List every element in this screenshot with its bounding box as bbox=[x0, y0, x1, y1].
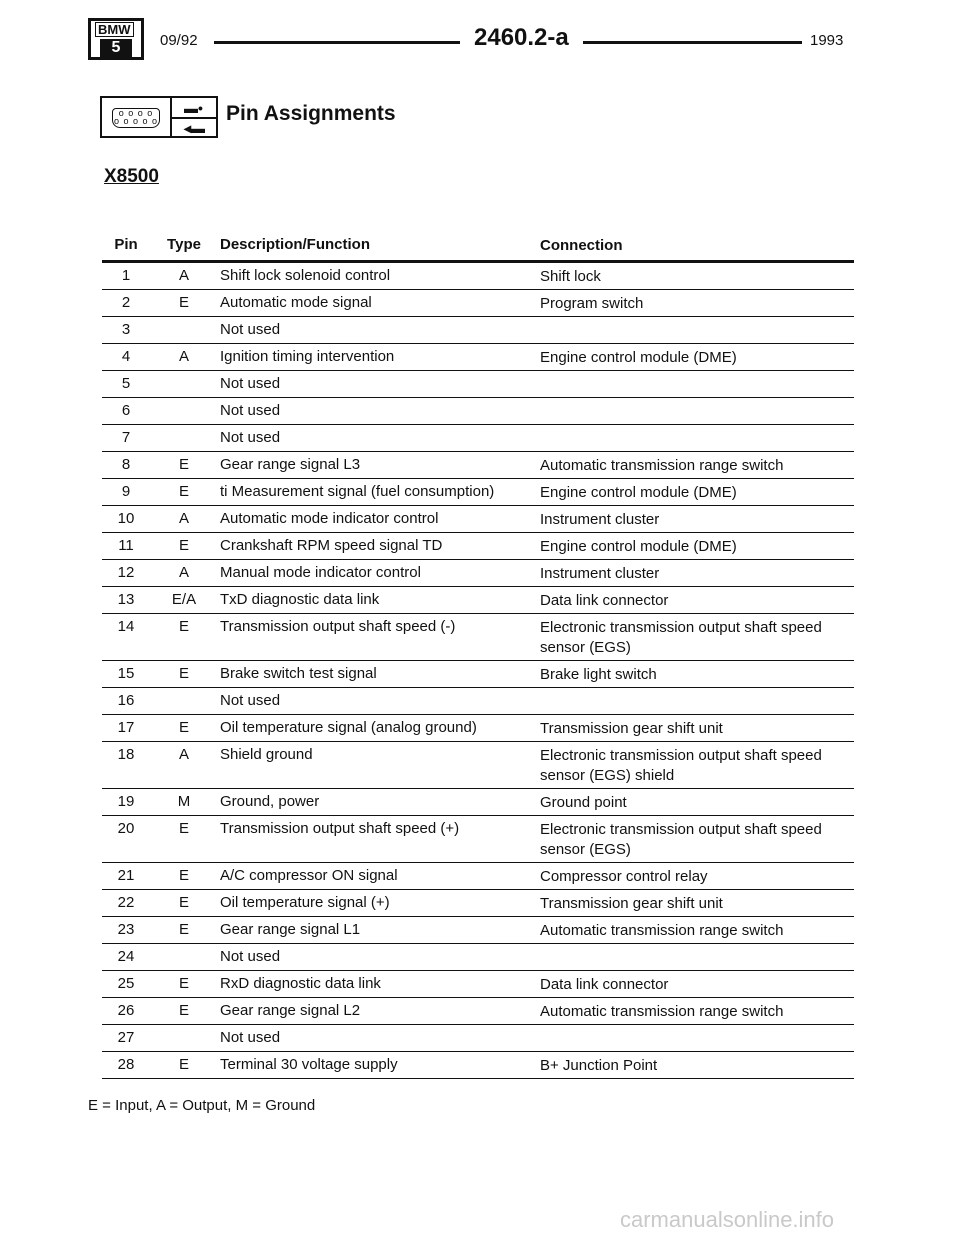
connector-plug-icon: o o o o o o o o o bbox=[100, 96, 172, 138]
table-row bbox=[102, 425, 854, 452]
type-cell: E bbox=[178, 894, 189, 911]
header-connection: Connection bbox=[540, 237, 623, 254]
pin-cell: 2 bbox=[121, 294, 131, 311]
description-cell: Ignition timing intervention bbox=[220, 348, 395, 365]
connection-cell: Ground point bbox=[540, 794, 627, 811]
table-row bbox=[102, 661, 854, 688]
table-row bbox=[102, 944, 854, 971]
type-legend: E = Input, A = Output, M = Ground bbox=[88, 1097, 316, 1114]
header-description: Description/Function bbox=[220, 236, 370, 253]
type-cell: E bbox=[178, 537, 189, 554]
type-cell: A bbox=[178, 564, 189, 581]
type-cell: E/A bbox=[171, 591, 197, 608]
type-cell: E bbox=[178, 921, 189, 938]
description-cell: Not used bbox=[220, 1029, 281, 1046]
table-row bbox=[102, 506, 854, 533]
page-header bbox=[88, 18, 848, 62]
description-cell: Not used bbox=[220, 948, 281, 965]
connection-cell: Engine control module (DME) bbox=[540, 484, 737, 501]
pin-cell: 10 bbox=[117, 510, 135, 527]
description-cell: Gear range signal L3 bbox=[220, 456, 361, 473]
table-row bbox=[102, 688, 854, 715]
header-rule-left bbox=[214, 41, 476, 44]
description-cell: Oil temperature signal (analog ground) bbox=[220, 719, 477, 736]
table-body bbox=[102, 263, 854, 1079]
connection-cell: Automatic transmission range switch bbox=[540, 922, 784, 939]
brand-label: BMW bbox=[95, 22, 134, 37]
pin-cell: 21 bbox=[117, 867, 135, 884]
table-row bbox=[102, 917, 854, 944]
description-cell: Transmission output shaft speed (+) bbox=[220, 820, 460, 837]
type-cell: A bbox=[178, 510, 189, 527]
description-cell: Not used bbox=[220, 402, 281, 419]
connection-cell: Automatic transmission range switch bbox=[540, 457, 784, 474]
pin-cell: 6 bbox=[121, 402, 131, 419]
description-cell: Not used bbox=[220, 692, 281, 709]
header-type: Type bbox=[167, 236, 201, 253]
pin-cell: 22 bbox=[117, 894, 135, 911]
table-row bbox=[102, 560, 854, 587]
input-output-icon: ▬• ◂▬ bbox=[172, 96, 218, 138]
type-cell: M bbox=[177, 793, 191, 810]
table-row bbox=[102, 742, 854, 789]
pin-cell: 4 bbox=[121, 348, 131, 365]
type-cell: E bbox=[178, 975, 189, 992]
connection-cell: B+ Junction Point bbox=[540, 1057, 658, 1074]
pin-cell: 13 bbox=[117, 591, 135, 608]
type-cell: A bbox=[178, 746, 189, 763]
table-row bbox=[102, 614, 854, 661]
table-header bbox=[102, 234, 854, 263]
description-cell: Not used bbox=[220, 429, 281, 446]
type-cell: A bbox=[178, 267, 189, 284]
header-year: 1993 bbox=[810, 32, 844, 49]
watermark: carmanualsonline.info bbox=[620, 1207, 835, 1232]
connection-cell: Compressor control relay bbox=[540, 868, 708, 885]
table-row bbox=[102, 1052, 854, 1079]
type-cell: E bbox=[178, 719, 189, 736]
connection-cell: Instrument cluster bbox=[540, 565, 660, 582]
pin-cell: 20 bbox=[117, 820, 135, 837]
type-cell: E bbox=[178, 665, 189, 682]
connection-cell: Program switch bbox=[540, 295, 644, 312]
description-cell: Transmission output shaft speed (-) bbox=[220, 618, 456, 635]
connection-cell: Electronic transmission output shaft speed sensor (EGS) bbox=[540, 821, 822, 858]
type-cell: E bbox=[178, 483, 189, 500]
pin-cell: 8 bbox=[121, 456, 131, 473]
pin-cell: 27 bbox=[117, 1029, 135, 1046]
model-label: 5 bbox=[100, 39, 132, 57]
table-row bbox=[102, 263, 854, 290]
pin-cell: 23 bbox=[117, 921, 135, 938]
description-cell: Ground, power bbox=[220, 793, 320, 810]
table-row bbox=[102, 371, 854, 398]
pin-cell: 17 bbox=[117, 719, 135, 736]
description-cell: Not used bbox=[220, 321, 281, 338]
header-date: 09/92 bbox=[160, 32, 198, 49]
pin-cell: 3 bbox=[121, 321, 131, 338]
table-row bbox=[102, 998, 854, 1025]
header-pin: Pin bbox=[114, 236, 138, 253]
connection-cell: Brake light switch bbox=[540, 666, 657, 683]
description-cell: TxD diagnostic data link bbox=[220, 591, 380, 608]
table-row bbox=[102, 479, 854, 506]
type-cell: E bbox=[178, 456, 189, 473]
pin-cell: 16 bbox=[117, 692, 135, 709]
connection-cell: Transmission gear shift unit bbox=[540, 720, 723, 737]
table-row bbox=[102, 533, 854, 560]
description-cell: Shift lock solenoid control bbox=[220, 267, 391, 284]
pin-cell: 25 bbox=[117, 975, 135, 992]
pin-cell: 1 bbox=[121, 267, 131, 284]
pin-table bbox=[102, 234, 854, 1079]
pin-cell: 14 bbox=[117, 618, 135, 635]
connection-cell: Automatic transmission range switch bbox=[540, 1003, 784, 1020]
type-cell: A bbox=[178, 348, 189, 365]
type-cell: E bbox=[178, 820, 189, 837]
pin-cell: 15 bbox=[117, 665, 135, 682]
description-cell: Manual mode indicator control bbox=[220, 564, 421, 581]
connection-cell: Transmission gear shift unit bbox=[540, 895, 723, 912]
pin-cell: 11 bbox=[118, 537, 134, 554]
type-cell: E bbox=[178, 618, 189, 635]
description-cell: Shield ground bbox=[220, 746, 313, 763]
pin-cell: 5 bbox=[121, 375, 131, 392]
description-cell: Gear range signal L2 bbox=[220, 1002, 361, 1019]
pin-cell: 12 bbox=[117, 564, 135, 581]
table-row bbox=[102, 452, 854, 479]
connection-cell: Electronic transmission output shaft speed sensor (EGS) shield bbox=[540, 747, 822, 784]
connection-cell: Engine control module (DME) bbox=[540, 349, 737, 366]
document-code: 2460.2-a bbox=[460, 24, 583, 52]
type-cell: E bbox=[178, 1002, 189, 1019]
table-row bbox=[102, 789, 854, 816]
table-row bbox=[102, 344, 854, 371]
pin-cell: 26 bbox=[117, 1002, 135, 1019]
table-row bbox=[102, 971, 854, 998]
pin-cell: 19 bbox=[117, 793, 135, 810]
header-rule-right bbox=[562, 41, 802, 44]
description-cell: RxD diagnostic data link bbox=[220, 975, 381, 992]
table-row bbox=[102, 890, 854, 917]
pin-cell: 9 bbox=[121, 483, 131, 500]
description-cell: Crankshaft RPM speed signal TD bbox=[220, 537, 443, 554]
description-cell: Terminal 30 voltage supply bbox=[220, 1056, 398, 1073]
connector-id: X8500 bbox=[104, 166, 159, 187]
description-cell: Gear range signal L1 bbox=[220, 921, 361, 938]
connection-cell: Data link connector bbox=[540, 592, 669, 609]
connection-cell: Data link connector bbox=[540, 976, 669, 993]
connection-cell: Engine control module (DME) bbox=[540, 538, 737, 555]
table-row bbox=[102, 1025, 854, 1052]
pin-cell: 18 bbox=[117, 746, 135, 763]
connection-cell: Instrument cluster bbox=[540, 511, 660, 528]
section-title: Pin Assignments bbox=[226, 102, 396, 125]
description-cell: Not used bbox=[220, 375, 281, 392]
type-cell: E bbox=[178, 867, 189, 884]
description-cell: Automatic mode signal bbox=[220, 294, 372, 311]
connection-cell: Electronic transmission output shaft speed sensor (EGS) bbox=[540, 619, 822, 656]
table-row bbox=[102, 317, 854, 344]
description-cell: Automatic mode indicator control bbox=[220, 510, 439, 527]
bmw-logo bbox=[88, 18, 144, 60]
description-cell: A/C compressor ON signal bbox=[220, 867, 398, 884]
description-cell: ti Measurement signal (fuel consumption) bbox=[220, 483, 495, 500]
table-row bbox=[102, 715, 854, 742]
description-cell: Oil temperature signal (+) bbox=[220, 894, 390, 911]
description-cell: Brake switch test signal bbox=[220, 665, 377, 682]
type-cell: E bbox=[178, 1056, 189, 1073]
pin-cell: 7 bbox=[121, 429, 131, 446]
table-row bbox=[102, 587, 854, 614]
connection-cell: Shift lock bbox=[540, 268, 601, 285]
table-row bbox=[102, 398, 854, 425]
pin-cell: 24 bbox=[117, 948, 135, 965]
type-cell: E bbox=[178, 294, 189, 311]
table-row bbox=[102, 816, 854, 863]
pin-cell: 28 bbox=[117, 1056, 135, 1073]
table-row bbox=[102, 863, 854, 890]
table-row bbox=[102, 290, 854, 317]
